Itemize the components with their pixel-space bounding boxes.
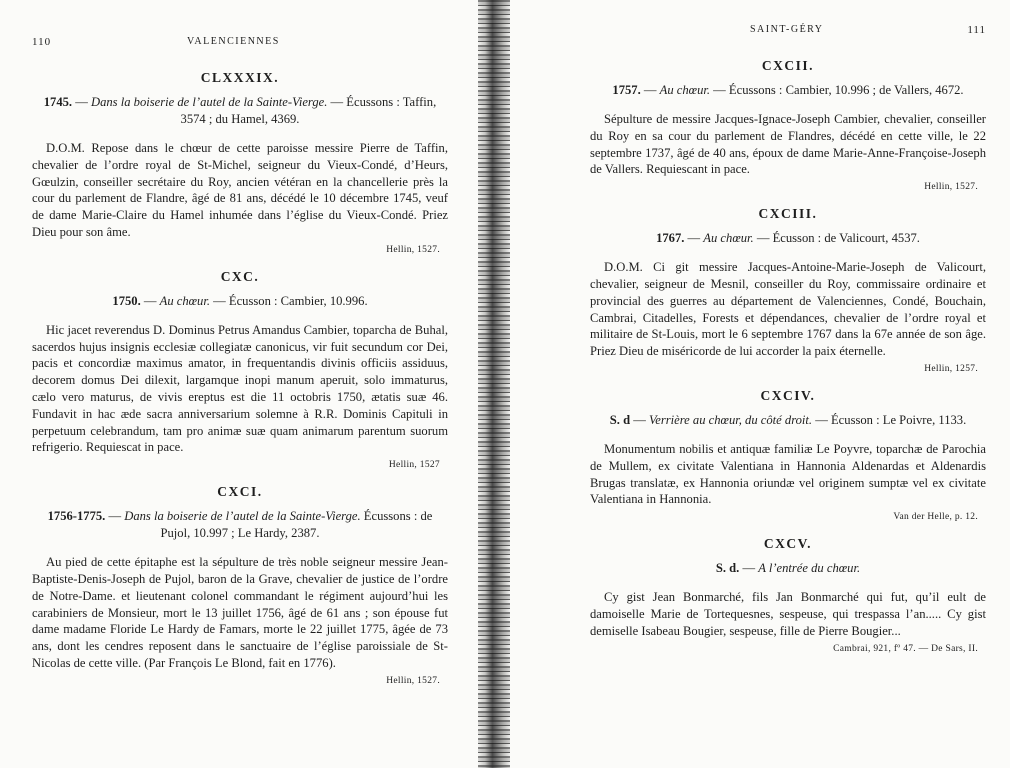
entry-number: CXCII. [761,58,815,73]
entry-heading [32,293,448,310]
entry-location: Dans la boiserie de l’autel de la Sainte-Vierge. [124,509,361,524]
entry-cxcii [590,58,986,192]
entry-year: S. d. [715,561,740,576]
entry-cxcv [590,536,986,653]
entry-year: 1757. [612,83,641,97]
book-gutter [478,0,510,768]
right-running-title: SAINT-GÉRY [750,24,824,35]
entry-number: CXC. [220,268,260,284]
entry-dash: — [630,412,649,427]
left-running-head [32,36,448,56]
entry-source: Van der Helle, p. 12. [893,512,978,523]
entry-year: 1767. [656,231,685,246]
entry-arms: Écussons : de Pujol, 10.997 ; Le Hardy, 2387. [160,509,433,541]
left-page-number: 110 [32,36,52,48]
entry-source: Hellin, 1527 [388,460,440,471]
entry-number: CLXXXIX. [200,70,280,85]
entry-heading [590,412,986,429]
entry-location: Verrière au chœur, du côté droit. [648,412,813,427]
entry-inscription: Hic jacet reverendus D. Dominus Petrus Amandus Cambier, toparcha de Buhal, sacerdos hujus insignis ecclesiæ collegiatæ canonicus, vir fuit secundum cor Dei, pacis et concordiæ maximus amator, in frequentandis divinis officiis assiduus, decorem domus Dei dilexit, largamque inopi manum aperuit, solo immaturus, cælo vero maturus, de vivis ereptus est die 11 octobris 1750, ætatis suæ 46. Fundavit in hac æde sacra anniversarium solemne à R.R. Dominis Capituli in perpetuum celebrandum, tam pro animæ suæ quam animarum parentum suorum refrigerio. Requiescat in pace. [32,322,448,455]
right-page-number: 111 [967,24,986,36]
entry-source: Cambrai, 921, fº 47. — De Sars, II. [833,643,978,654]
entry-heading [590,560,986,577]
entry-inscription: D.O.M. Ci git messire Jacques-Antoine-Marie-Joseph de Valicourt, chevalier, seigneur de Mesnil, conseiller du Roy, commissaire ordinaire et provincial des guerres au département de Valenciennes, Condé, Bouchain, Cambrai, Citadelles, Forests et dépendances, chevalier de l’ordre royal et militaire de St-Louis, mort le 6 septembre 1767 dans la 67e année de son âge. Priez Dieu de miséricorde de lui accorder la paix éternelle. [590,260,986,359]
entry-source: Hellin, 1527. [386,244,440,255]
entry-number: CXCIV. [760,387,816,403]
entry-dash: — [684,231,704,246]
entry-clxxxix [32,70,448,255]
entry-number: CXCV. [763,536,813,552]
entry-inscription: D.O.M. Repose dans le chœur de cette paroisse messire Pierre de Taffin, chevalier de l’ordre royal de St-Michel, seigneur du Vieux-Condé, d’Heurs, Gœulzin, conseiller secrétaire du Roy, ancien vétéran en la chancellerie près la cour du parlement de Flandre, âgé de 81 ans, décédé le 10 décembre 1745, veuf de dame Marie-Claire du Hamel inhumée dans l’église du Vieux-Condé. Priez Dieu pour son âme. [32,141,448,239]
entry-inscription: Cy gist Jean Bonmarché, fils Jan Bonmarché qui fut, qu’il eult de damoiselle Marie de Tortequesnes, sespeuse, qui trespassa l’an..... Cy gist demiselle Isabeau Bougier, sespeuse, fille de Pierre Bougier... [590,590,986,638]
entry-heading [32,94,448,128]
entry-year: 1750. [112,293,141,308]
entry-dash: — [140,293,160,308]
entry-location: Au chœur. [159,293,210,308]
entry-cxc [32,269,448,470]
entry-source: Hellin, 1527. [924,182,978,193]
entry-location: Au chœur. [659,83,711,97]
entry-location: Au chœur. [703,231,754,246]
entry-dash: — [105,509,125,524]
entry-year: 1745. [43,95,73,109]
entry-location: A l’entrée du chœur. [758,561,861,576]
entry-source: Hellin, 1257. [924,363,978,374]
entry-heading [590,230,986,247]
entry-inscription: Au pied de cette épitaphe est la sépulture de très noble seigneur messire Jean-Baptiste-Denis-Joseph de Pujol, baron de la Grave, chevalier de justice de l’ordre de Notre-Dame. et lieutenant colonel commandant le régiment aujourd’hui les carabiniers de Monsieur, mort le 13 juillet 1756, âgé de 61 ans ; son épouse fut dame madame Floride Le Hardy de Famars, morte le 22 juillet 1775, âgée de 73 ans, dont les cendres reposent dans le sanctuaire de l’église paroissiale de St-Nicolas de cette ville. (Par François Le Blond, fait en 1776). [32,555,448,670]
entry-cxciii [590,206,986,374]
entry-number: CXCIII. [758,206,818,222]
left-page [0,0,478,768]
entry-dash: — [72,95,91,109]
entry-arms: — Écussons : Cambier, 10.996 ; de Vallers, 4672. [710,83,964,97]
entry-cxci [32,484,448,686]
entry-inscription: Monumentum nobilis et antiquæ familiæ Le Poyvre, toparchæ de Parochia de Mullem, ex civitate Valentiana in Hannonia Aldenardas et Aldenardis Brugas translatæ, ex Hannonia oriundæ vel originem sumptæ vel ex civitate Valentiana in Hannonia. [590,441,986,507]
entry-heading [590,82,986,99]
right-running-head [590,24,986,44]
entry-cxciv [590,388,986,522]
entry-arms: — Écusson : Le Poivre, 1133. [812,412,967,427]
entry-arms: — Écussons : Taffin, 3574 ; du Hamel, 4369. [180,95,437,126]
left-running-title: VALENCIENNES [187,36,280,47]
entry-year: 1756-1775. [47,509,106,524]
entry-inscription: Sépulture de messire Jacques-Ignace-Joseph Cambier, chevalier, conseiller du Roy en sa cour du parlement de Flandres, décédé en cette ville, le 22 septembre 1737, âgé de 40 ans, époux de dame Marie-Anne-Françoise-Joseph de Vallers. Requiescant in pace. [590,112,986,177]
entry-dash: — [640,83,660,97]
entry-location: Dans la boiserie de l’autel de la Sainte-Vierge. [90,95,328,109]
right-page [510,0,1010,768]
entry-source: Hellin, 1527. [386,675,440,686]
entry-dash: — [739,561,759,576]
entry-number: CXCI. [217,484,263,500]
entry-arms: — Écusson : Cambier, 10.996. [210,293,368,308]
entry-year: S. d [609,412,631,427]
entry-arms: — Écusson : de Valicourt, 4537. [753,231,920,246]
entry-heading [32,508,448,542]
